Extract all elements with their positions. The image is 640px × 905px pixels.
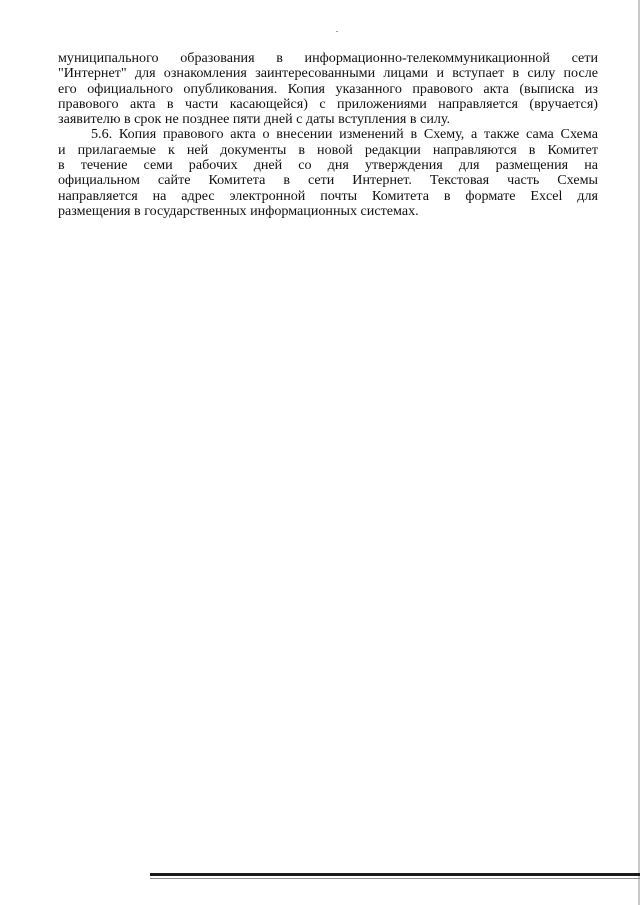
text-line: официальном сайте Комитета в сети Интернет. Текстовая часть Схемы	[58, 172, 598, 189]
document-body	[58, 51, 598, 219]
scan-artifact	[336, 31, 338, 32]
text-line: и прилагаемые к ней документы в новой редакции направляются в Комитет	[58, 141, 598, 158]
text-line: "Интернет" для ознакомления заинтересованными лицами и вступает в силу после	[58, 65, 598, 82]
text-line: направляется на адрес электронной почты Комитета в формате Excel для	[58, 187, 598, 204]
text-line: правового акта в части касающейся) с приложениями направляется (вручается)	[58, 95, 598, 112]
text-line: 5.6. Копия правового акта о внесении изменений в Схему, а также сама Схема	[91, 126, 598, 143]
paragraph-clause-5-6	[58, 127, 598, 219]
paragraph-continuation	[58, 51, 598, 127]
scan-edge-bottom-shadow	[150, 878, 640, 879]
text-line: заявителю в срок не позднее пяти дней с даты вступления в силу.	[58, 111, 451, 128]
scan-edge-bottom	[150, 873, 640, 876]
text-line: в течение семи рабочих дней со дня утверждения для размещения на	[58, 157, 598, 174]
text-line: муниципального образования в информационно-телекоммуникационной сети	[58, 50, 598, 66]
text-line: его официального опубликования. Копия указанного правового акта (выписка из	[58, 80, 598, 97]
text-line: размещения в государственных информационных системах.	[58, 202, 419, 219]
